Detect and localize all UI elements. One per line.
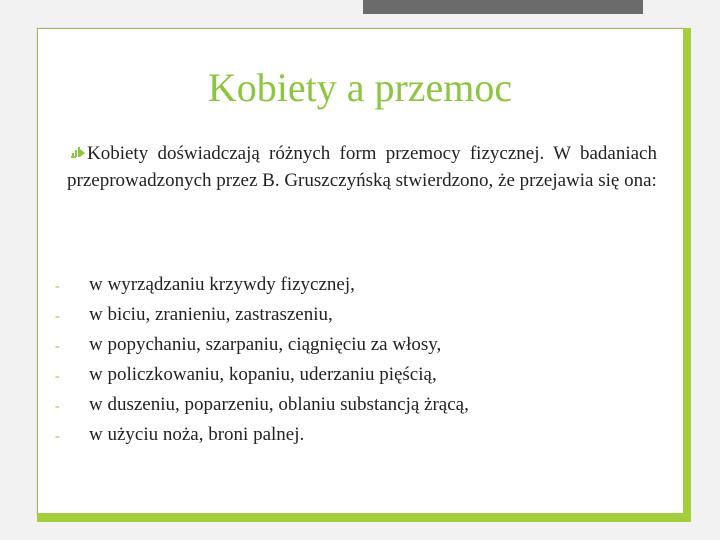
list-item [55,300,469,330]
list-item [55,270,469,300]
slide-title: Kobiety a przemoc [207,65,513,110]
bullet-list [55,270,469,450]
list-item [55,420,469,450]
dash-marker: - [55,309,60,324]
dash-marker: - [55,369,60,384]
list-item-text: w biciu, zranieniu, zastraszeniu, [89,304,333,325]
list-item [55,360,469,390]
list-item-text: w policzkowaniu, kopaniu, uderzaniu pięścią, [89,364,437,385]
dash-marker: - [55,399,60,414]
decorative-top-bar [363,0,643,14]
list-item [55,330,469,360]
dash-marker: - [55,279,60,294]
list-item-text: w wyrządzaniu krzywdy fizycznej, [89,274,355,295]
list-item [55,390,469,420]
list-item-text: w użyciu noża, broni palnej. [89,424,305,445]
list-item-text: w popychaniu, szarpaniu, ciągnięciu za włosy, [89,334,442,355]
dash-marker: - [55,429,60,444]
intro-paragraph: Kobiety doświadczają różnych form przemocy fizycznej. W badaniach przeprowadzonych przez B. Gruszczyńską stwierdzono, że przejawia się ona: [67,143,657,191]
list-item-text: w duszeniu, poparzeniu, oblaniu substancją żrącą, [89,394,469,415]
dash-marker: - [55,339,60,354]
slide-bottom-accent [37,513,691,522]
